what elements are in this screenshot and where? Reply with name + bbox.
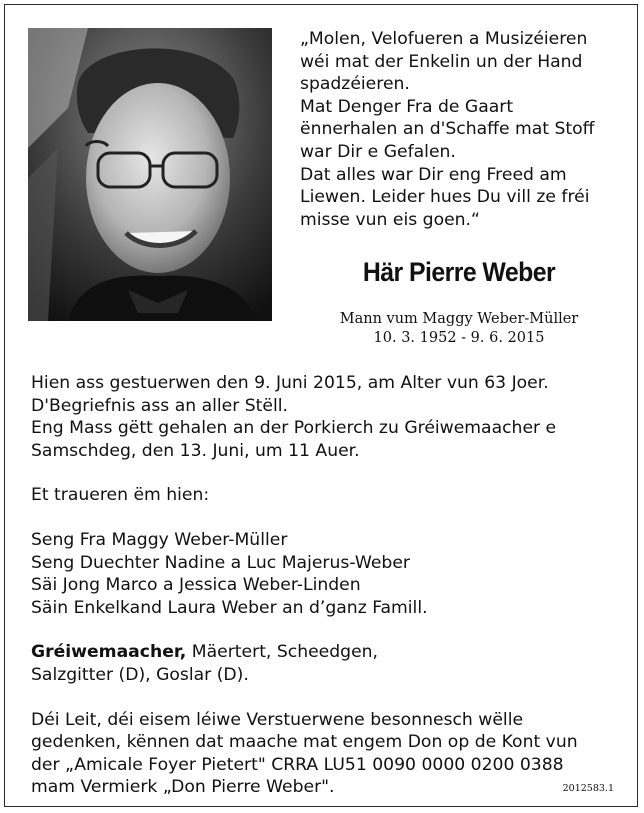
reference-number: 2012583.1	[562, 783, 614, 794]
spacer	[31, 462, 621, 484]
poem-line: wéi mat der Enkelin un der Hand	[300, 51, 583, 72]
mourner-line: Seng Duechter Nadine a Luc Majerus-Weber	[31, 552, 410, 573]
places-line	[31, 641, 621, 664]
mourners-intro: Et traueren ëm hien:	[31, 485, 210, 506]
place-rest: Mäertert, Scheedgen,	[186, 642, 379, 663]
deceased-name: Här Pierre Weber	[362, 257, 556, 287]
donation-line: Déi Leit, déi eisem léiwe Verstuerwene besonnesch wëlle	[31, 709, 524, 730]
announcement-line: D'Begriefnis ass an aller Stëll.	[31, 395, 289, 416]
mourner-line: Säin Enkelkand Laura Weber an d’ganz Famill.	[31, 597, 428, 618]
spacer	[31, 687, 621, 709]
mourner-line: Seng Fra Maggy Weber-Müller	[31, 529, 288, 550]
announcement-line: Eng Mass gëtt gehalen an der Porkierch zu Gréiwemaacher e	[31, 418, 557, 439]
dates-line: 10. 3. 1952 - 9. 6. 2015	[373, 330, 545, 346]
donation-line: gedenken, kënnen dat maache mat engem Don op de Kont vun	[31, 732, 578, 753]
donation-line: der „Amicale Foyer Pietert" CRRA LU51 0090 0000 0200 0388	[31, 754, 564, 775]
obituary-body	[31, 372, 621, 799]
poem-line: war Dir e Gefalen.	[300, 141, 456, 162]
donation-line: mam Vermierk „Don Pierre Weber".	[31, 777, 335, 798]
poem-line: misse vun eis goen.“	[300, 209, 480, 230]
poem-quote	[300, 28, 630, 231]
portrait-photo	[28, 28, 272, 321]
poem-line: Dat alles war Dir eng Freed am	[300, 164, 567, 185]
poem-line: Liewen. Leider hues Du vill ze fréi	[300, 187, 590, 208]
poem-line: Mat Denger Fra de Gaart	[300, 96, 514, 117]
spacer	[31, 619, 621, 641]
announcement-line: Hien ass gestuerwen den 9. Juni 2015, am Alter vun 63 Joer.	[31, 373, 549, 393]
place-bold: Gréiwemaacher,	[31, 642, 187, 663]
mourner-line: Säi Jong Marco a Jessica Weber-Linden	[31, 575, 361, 596]
spacer	[31, 507, 621, 529]
deceased-details	[300, 310, 618, 348]
relation-line: Mann vum Maggy Weber-Müller	[339, 311, 579, 327]
portrait-image	[28, 28, 272, 321]
poem-line: ënnerhalen an d'Schaffe mat Stoff	[300, 119, 595, 140]
places-line: Salzgitter (D), Goslar (D).	[31, 664, 249, 685]
poem-line: spadzéieren.	[300, 74, 410, 95]
poem-line: „Molen, Velofueren a Musizéieren	[300, 29, 588, 49]
announcement-line: Samschdeg, den 13. Juni, um 11 Auer.	[31, 440, 360, 461]
